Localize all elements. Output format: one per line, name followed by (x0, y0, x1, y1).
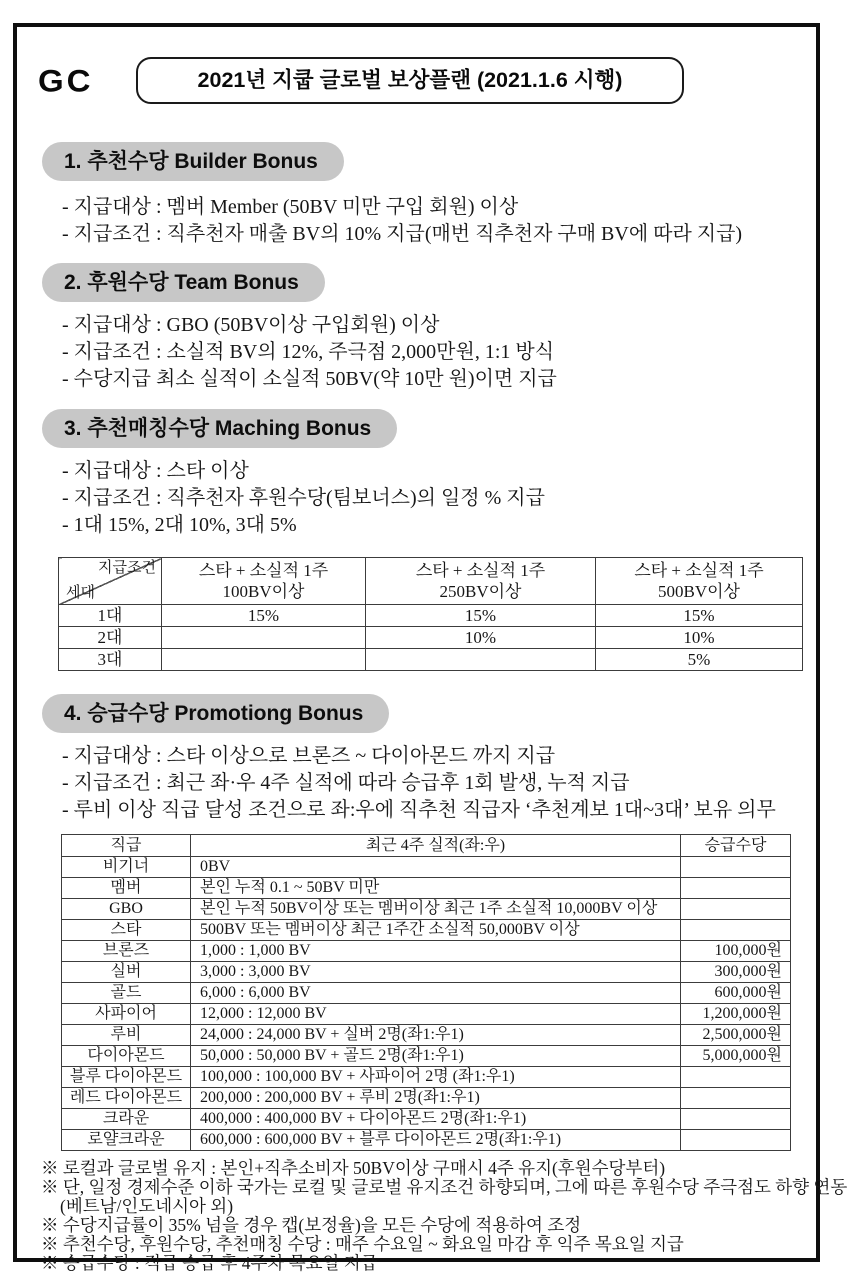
section-heading-3: 3. 추천매칭수당 Maching Bonus (42, 409, 397, 448)
bonus-cell (681, 1088, 791, 1109)
requirement-cell: 본인 누적 50BV이상 또는 멤버이상 최근 1주 소실적 10,000BV 이상 (191, 899, 681, 920)
generation-cell: 2대 (59, 627, 162, 649)
rate-cell (162, 649, 366, 671)
matching-col-header-3 (596, 558, 803, 605)
requirement-cell: 50,000 : 50,000 BV + 골드 2명(좌1:우1) (191, 1046, 681, 1067)
col-header-line2: 100BV이상 (222, 582, 305, 601)
rate-cell (162, 627, 366, 649)
rate-cell: 15% (366, 605, 596, 627)
bonus-cell (681, 1130, 791, 1151)
matching-table-header-row (59, 558, 803, 605)
section-4 (40, 671, 802, 733)
promotion-table (61, 834, 791, 1151)
requirement-cell: 600,000 : 600,000 BV + 블루 다이아몬드 2명(좌1:우1) (191, 1130, 681, 1151)
rate-cell: 15% (162, 605, 366, 627)
page-title: 2021년 지쿱 글로벌 보상플랜 (2021.1.6 시행) (197, 68, 623, 92)
requirement-cell: 본인 누적 0.1 ~ 50BV 미만 (191, 878, 681, 899)
rank-cell: 레드 다이아몬드 (62, 1088, 191, 1109)
footnote-line: ※ 단, 일정 경제수준 이하 국가는 로컬 및 글로벌 유지조건 하향되며, 그에 따른 후원수당 주극점도 하향 연동 (41, 1177, 847, 1197)
document-header (40, 57, 802, 104)
rate-cell: 10% (366, 627, 596, 649)
bonus-cell (681, 857, 791, 878)
requirement-cell: 1,000 : 1,000 BV (191, 941, 681, 962)
bullet-line: - 지급조건 : 최근 좌·우 4주 실적에 따라 승급후 1회 발생, 누적 지급 (62, 772, 630, 794)
bonus-cell (681, 920, 791, 941)
bullet-line: - 수당지급 최소 실적이 소실적 50BV(약 10만 원)이면 지급 (62, 368, 557, 390)
rank-cell: 루비 (62, 1025, 191, 1046)
promotion-table-row (62, 1130, 791, 1151)
rank-cell: 비기너 (62, 857, 191, 878)
generation-cell: 3대 (59, 649, 162, 671)
bullet-line: - 1대 15%, 2대 10%, 3대 5% (62, 514, 297, 536)
section-heading-1: 1. 추천수당 Builder Bonus (42, 142, 344, 181)
matching-table (58, 557, 803, 671)
rate-cell: 15% (596, 605, 803, 627)
brand-logo: GC (38, 62, 94, 99)
footnotes (41, 1158, 847, 1273)
bonus-cell (681, 1109, 791, 1130)
promotion-table-row (62, 1004, 791, 1025)
matching-col-header-1 (162, 558, 366, 605)
rank-cell: 사파이어 (62, 1004, 191, 1025)
rank-cell: 멤버 (62, 878, 191, 899)
rank-cell: 크라운 (62, 1109, 191, 1130)
rate-cell (366, 649, 596, 671)
section-4-bullets (62, 743, 802, 824)
corner-label-condition: 지급조건 (98, 560, 156, 576)
section-1 (40, 104, 802, 181)
footnote-line: ※ 승급수당 : 직급 승급 후 4주차 목요일 지급 (41, 1253, 378, 1273)
section-3 (40, 393, 802, 448)
rank-cell: 브론즈 (62, 941, 191, 962)
promotion-table-row (62, 962, 791, 983)
requirement-cell: 500BV 또는 멤버이상 최근 1주간 소실적 50,000BV 이상 (191, 920, 681, 941)
promotion-table-row (62, 920, 791, 941)
footnote-line: (베트남/인도네시아 외) (60, 1196, 234, 1216)
promotion-table-row (62, 899, 791, 920)
section-3-bullets (62, 458, 802, 539)
bullet-line: - 루비 이상 직급 달성 조건으로 좌:우에 직추천 직급자 ‘추천계보 1대~3대’ 보유 의무 (62, 799, 776, 821)
promotion-header-requirement: 최근 4주 실적(좌:우) (191, 835, 681, 857)
matching-table-row (59, 627, 803, 649)
bonus-cell (681, 878, 791, 899)
promotion-table-row (62, 1067, 791, 1088)
requirement-cell: 3,000 : 3,000 BV (191, 962, 681, 983)
promotion-table-row (62, 1046, 791, 1067)
promotion-table-row (62, 1109, 791, 1130)
requirement-cell: 200,000 : 200,000 BV + 루비 2명(좌1:우1) (191, 1088, 681, 1109)
rank-cell: 골드 (62, 983, 191, 1004)
requirement-cell: 100,000 : 100,000 BV + 사파이어 2명 (좌1:우1) (191, 1067, 681, 1088)
rank-cell: 다이아몬드 (62, 1046, 191, 1067)
matching-table-row (59, 649, 803, 671)
bonus-cell: 600,000원 (681, 983, 791, 1004)
requirement-cell: 6,000 : 6,000 BV (191, 983, 681, 1004)
promotion-table-row (62, 941, 791, 962)
promotion-table-row (62, 878, 791, 899)
bullet-line: - 지급대상 : 멤버 Member (50BV 미만 구입 회원) 이상 (62, 196, 519, 218)
matching-col-header-2 (366, 558, 596, 605)
col-header-line2: 500BV이상 (658, 582, 740, 601)
bullet-line: - 지급대상 : 스타 이상 (62, 460, 249, 482)
promotion-header-bonus: 승급수당 (681, 835, 791, 857)
rank-cell: 로얄크라운 (62, 1130, 191, 1151)
promotion-table-header-row (62, 835, 791, 857)
bonus-cell (681, 1067, 791, 1088)
section-1-bullets (62, 194, 802, 248)
corner-label-generation: 세대 (66, 585, 95, 601)
bonus-cell: 2,500,000원 (681, 1025, 791, 1046)
bullet-line: - 지급대상 : GBO (50BV이상 구입회원) 이상 (62, 314, 440, 336)
rate-cell: 5% (596, 649, 803, 671)
matching-table-row (59, 605, 803, 627)
section-2 (40, 248, 802, 302)
promotion-table-row (62, 857, 791, 878)
bonus-cell: 5,000,000원 (681, 1046, 791, 1067)
bullet-line: - 지급조건 : 직추천자 후원수당(팀보너스)의 일정 % 지급 (62, 487, 545, 509)
footnote-line: ※ 수당지급률이 35% 넘을 경우 캡(보정율)을 모든 수당에 적용하여 조정 (41, 1215, 582, 1235)
section-2-bullets (62, 312, 802, 393)
col-header-line1: 스타 + 소실적 1주 (198, 561, 329, 580)
bullet-line: - 지급조건 : 소실적 BV의 12%, 주극점 2,000만원, 1:1 방식 (62, 341, 555, 363)
bonus-cell: 1,200,000원 (681, 1004, 791, 1025)
section-heading-2: 2. 후원수당 Team Bonus (42, 263, 325, 302)
generation-cell: 1대 (59, 605, 162, 627)
promotion-table-row (62, 983, 791, 1004)
col-header-line1: 스타 + 소실적 1주 (415, 561, 546, 580)
title-box (136, 57, 684, 104)
col-header-line2: 250BV이상 (439, 582, 522, 601)
promotion-table-row (62, 1025, 791, 1046)
bonus-cell: 300,000원 (681, 962, 791, 983)
bonus-cell (681, 899, 791, 920)
bullet-line: - 지급대상 : 스타 이상으로 브론즈 ~ 다이아몬드 까지 지급 (62, 745, 556, 767)
matching-table-corner-cell (59, 558, 162, 605)
rank-cell: 블루 다이아몬드 (62, 1067, 191, 1088)
col-header-line1: 스타 + 소실적 1주 (634, 561, 764, 580)
requirement-cell: 0BV (191, 857, 681, 878)
promotion-table-row (62, 1088, 791, 1109)
bullet-line: - 지급조건 : 직추천자 매출 BV의 10% 지급(매번 직추천자 구매 BV에 따라 지급) (62, 223, 743, 245)
requirement-cell: 12,000 : 12,000 BV (191, 1004, 681, 1025)
rank-cell: 실버 (62, 962, 191, 983)
promotion-header-rank: 직급 (62, 835, 191, 857)
footnote-line: ※ 로컬과 글로벌 유지 : 본인+직추소비자 50BV이상 구매시 4주 유지(후원수당부터) (41, 1158, 666, 1178)
rate-cell: 10% (596, 627, 803, 649)
rank-cell: GBO (62, 899, 191, 920)
bonus-cell: 100,000원 (681, 941, 791, 962)
section-heading-4: 4. 승급수당 Promotiong Bonus (42, 694, 389, 733)
page-border (13, 23, 847, 1273)
requirement-cell: 24,000 : 24,000 BV + 실버 2명(좌1:우1) (191, 1025, 681, 1046)
footnote-line: ※ 추천수당, 후원수당, 추천매칭 수당 : 매주 수요일 ~ 화요일 마감 후 익주 목요일 지급 (41, 1234, 684, 1254)
requirement-cell: 400,000 : 400,000 BV + 다이아몬드 2명(좌1:우1) (191, 1109, 681, 1130)
rank-cell: 스타 (62, 920, 191, 941)
